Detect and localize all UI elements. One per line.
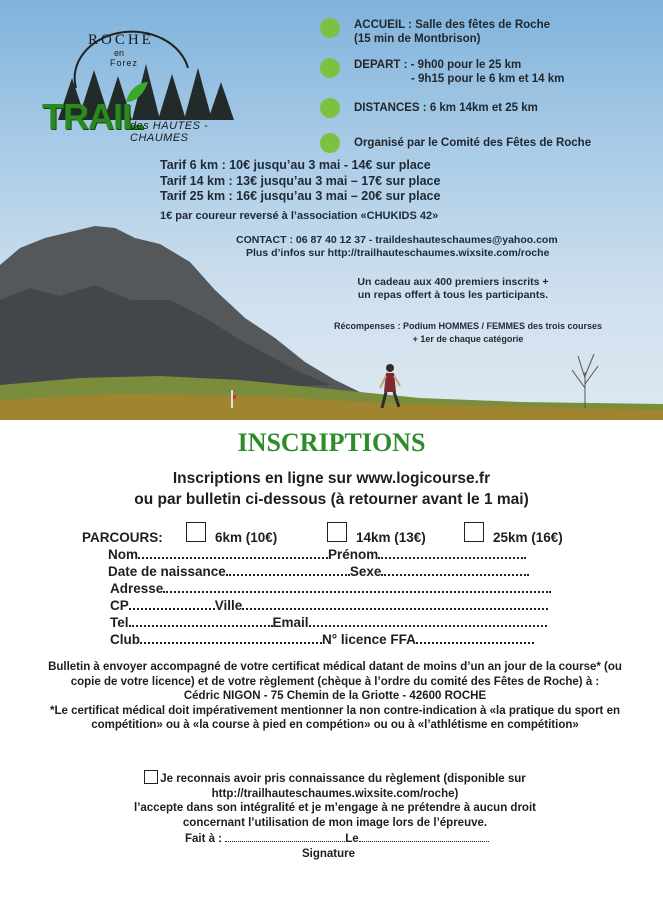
green-bullet-icon bbox=[320, 58, 340, 78]
contact-phone-email: CONTACT : 06 87 40 12 37 - traildeshauteschaumes@yahoo.com bbox=[236, 234, 558, 246]
tel-label: Tel bbox=[110, 615, 129, 630]
mailing-address: Cédric NIGON - 75 Chemin de la Griotte - 42600 ROCHE bbox=[183, 690, 487, 702]
green-bullet-icon bbox=[320, 133, 340, 153]
logo-trail-text: TRAIL bbox=[42, 96, 143, 137]
logo-forez-text: Forez bbox=[110, 58, 139, 68]
trail-logo bbox=[38, 28, 258, 148]
prenom-field[interactable] bbox=[378, 546, 526, 559]
option-25km-label: 25km (16€) bbox=[493, 530, 563, 545]
pricing-block bbox=[160, 158, 440, 224]
mailing-instructions: Bulletin à envoyer accompagné de votre certificat médical datant de moins d’un an jour de la course* (ou copie de votre licence) et de votre règlement (chèque à l’ordre du comité des Fêtes de Roche) à : Cédric NIGON - 75 Chemin de la Griotte - 42600 ROCHE *Le certificat médical doit impérativement mentionner la non contre-indication à «la pratique du sport en compétition» ou à «la course à pied en compétion» ou ou à «l’athlétisme en compétition» bbox=[40, 660, 630, 733]
info-distances: DISTANCES : 6 km 14km et 25 km bbox=[320, 98, 655, 115]
rewards-note: Récompenses : Podium HOMMES / FEMMES des trois courses + 1er de chaque catégorie bbox=[333, 321, 603, 344]
contact-block bbox=[236, 234, 646, 260]
gift-note: Un cadeau aux 400 premiers inscrits + un repas offert à tous les participants. bbox=[357, 276, 549, 301]
adresse-field[interactable] bbox=[163, 580, 551, 593]
online-registration-note: Inscriptions en ligne sur www.logicourse.fr ou par bulletin ci-dessous (à retourner avant le 1 mai) bbox=[134, 470, 529, 508]
checkbox-6km[interactable] bbox=[186, 522, 206, 542]
cp-label: CP bbox=[110, 598, 129, 613]
medical-certificate-note: *Le certificat médical doit impérativement mentionner la non contre-indication à «la pratique du sport en compétition» ou à «la course à pied en compétion» ou ou à «l’athlétisme en compétition» bbox=[50, 704, 620, 731]
tel-field[interactable] bbox=[129, 614, 273, 627]
checkbox-14km[interactable] bbox=[327, 522, 347, 542]
row-adresse bbox=[110, 580, 551, 596]
charity-note: 1€ par coureur reversé à l’association «CHUKIDS 42» bbox=[160, 209, 439, 222]
club-label: Club bbox=[110, 632, 140, 647]
fait-a-label: Fait à : bbox=[185, 833, 223, 845]
registration-form bbox=[0, 420, 663, 905]
accept-rules-checkbox[interactable] bbox=[144, 770, 158, 784]
option-6km-label: 6km (10€) bbox=[215, 530, 278, 545]
fait-a-field[interactable] bbox=[225, 832, 345, 842]
tarif-6km: Tarif 6 km : 10€ jusqu’au 3 mai - 14€ sur place bbox=[160, 158, 431, 172]
licence-field[interactable] bbox=[416, 631, 534, 644]
option-14km-label: 14km (13€) bbox=[356, 530, 426, 545]
info-accueil: ACCUEIL : Salle des fêtes de Roche (15 min de Montbrison) bbox=[320, 18, 655, 46]
signature-label: Signature bbox=[302, 848, 356, 860]
logo-roche-text: ROCHE bbox=[88, 32, 154, 48]
info-depart: DEPART : - 9h00 pour le 25 km - 9h15 pour le 6 km et 14 km bbox=[320, 58, 655, 86]
date-field[interactable] bbox=[359, 832, 489, 842]
rules-link: http://trailhauteschaumes.wixsite.com/roche) bbox=[211, 787, 459, 800]
form-title: INSCRIPTIONS bbox=[237, 428, 426, 457]
naissance-label: Date de naissance bbox=[108, 564, 226, 579]
event-info-list bbox=[320, 18, 655, 160]
green-bullet-icon bbox=[320, 98, 340, 118]
row-nom-prenom bbox=[108, 546, 526, 562]
le-label: Le bbox=[345, 833, 359, 845]
adresse-label: Adresse bbox=[110, 581, 164, 596]
parcours-label: PARCOURS: bbox=[82, 530, 163, 545]
licence-label: N° licence FFA bbox=[322, 632, 416, 647]
checkbox-25km[interactable] bbox=[464, 522, 484, 542]
row-club-licence bbox=[110, 631, 534, 647]
place-date-row bbox=[185, 832, 489, 845]
row-cp-ville bbox=[110, 597, 548, 613]
sexe-field[interactable] bbox=[381, 563, 529, 576]
tarif-14km: Tarif 14 km : 13€ jusqu’au 3 mai – 17€ sur place bbox=[160, 173, 441, 188]
nom-label: Nom bbox=[108, 547, 138, 562]
nom-field[interactable] bbox=[138, 546, 328, 559]
email-field[interactable] bbox=[309, 614, 547, 627]
naissance-field[interactable] bbox=[226, 563, 350, 576]
email-label: Email bbox=[272, 615, 309, 630]
tarif-25km: Tarif 25 km : 16€ jusqu’au 3 mai – 20€ sur place bbox=[160, 189, 441, 203]
info-organise: Organisé par le Comité des Fêtes de Roche bbox=[320, 133, 655, 150]
ville-field[interactable] bbox=[242, 597, 548, 610]
cp-field[interactable] bbox=[129, 597, 215, 610]
bare-tree bbox=[572, 354, 598, 408]
contact-website: Plus d’infos sur http://trailhauteschaumes.wixsite.com/roche bbox=[246, 247, 550, 259]
row-naissance-sexe bbox=[108, 563, 529, 579]
ville-label: Ville bbox=[214, 598, 243, 613]
trail-marker bbox=[231, 390, 233, 408]
hero-banner bbox=[0, 0, 663, 420]
row-tel-email bbox=[110, 614, 547, 630]
rules-acceptance: Je reconnais avoir pris connaissance du règlement (disponible sur http://trailhauteschaumes.wixsite.com/roche) l’accepte dans son intégralité et je m’engage à ne prétendre à aucun droit concernant l’utilisation de mon image lors de l’épreuve. bbox=[70, 770, 600, 830]
trail-flag bbox=[233, 395, 236, 399]
logo-en-text: en bbox=[114, 48, 125, 58]
logo-subtitle: des HAUTES - CHAUMES bbox=[130, 120, 209, 144]
green-bullet-icon bbox=[320, 18, 340, 38]
prenom-label: Prénom bbox=[328, 547, 379, 562]
sexe-label: Sexe bbox=[349, 564, 382, 579]
club-field[interactable] bbox=[140, 631, 322, 644]
